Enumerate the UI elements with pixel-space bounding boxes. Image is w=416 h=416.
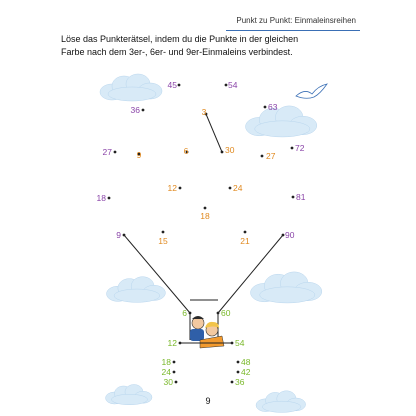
dot-point xyxy=(264,106,267,109)
dot-label: 42 xyxy=(241,367,251,377)
dot-violet-72 xyxy=(291,143,305,153)
dot-label: 45 xyxy=(167,80,177,90)
line-3-to-30 xyxy=(206,114,222,152)
dot-label: 3 xyxy=(201,107,207,117)
dot-point xyxy=(175,381,178,384)
dot-label: 12 xyxy=(167,183,177,193)
dot-label: 24 xyxy=(233,183,243,193)
dot-orange-27 xyxy=(261,151,276,161)
cloud-top-left xyxy=(100,74,162,101)
balloon-basket-illustration xyxy=(180,316,232,348)
dot-label: 18 xyxy=(200,211,210,221)
bird-illustration xyxy=(296,84,327,98)
dot-point xyxy=(282,234,285,237)
dot-orange-30 xyxy=(221,145,235,155)
dot-point xyxy=(217,312,220,315)
dot-green-48 xyxy=(237,357,251,367)
dot-point xyxy=(292,196,295,199)
dot-orange-21 xyxy=(240,231,250,246)
dot-point xyxy=(231,381,234,384)
dot-point xyxy=(189,312,192,315)
dot-green-30 xyxy=(164,377,178,387)
dot-label: 30 xyxy=(163,377,173,387)
connector-lines xyxy=(124,114,283,340)
dot-label: 54 xyxy=(235,338,245,348)
dot-point xyxy=(244,231,247,234)
dot-label: 12 xyxy=(167,338,177,348)
dot-label: 15 xyxy=(158,236,168,246)
dot-label: 54 xyxy=(228,80,238,90)
dot-orange-24 xyxy=(229,183,243,193)
dot-violet-27 xyxy=(103,147,117,157)
dot-point xyxy=(108,197,111,200)
dot-point xyxy=(123,234,126,237)
dot-point xyxy=(237,361,240,364)
dot-label: 9 xyxy=(136,150,142,160)
dot-label: 21 xyxy=(240,236,250,246)
dot-green-54 xyxy=(231,338,245,348)
dot-point xyxy=(142,109,145,112)
dot-green-36 xyxy=(231,377,245,387)
dot-point xyxy=(229,187,232,190)
dot-violet-81 xyxy=(292,192,306,202)
dot-label: 6 xyxy=(183,146,189,156)
dot-label: 18 xyxy=(161,357,171,367)
dot-green-12 xyxy=(168,338,182,348)
dot-violet-90 xyxy=(282,230,295,240)
dot-orange-9 xyxy=(137,150,142,160)
dot-orange-15 xyxy=(158,231,168,246)
dot-label: 18 xyxy=(96,193,106,203)
dot-point xyxy=(204,207,207,210)
dot-point xyxy=(114,151,117,154)
dot-label: 90 xyxy=(285,230,295,240)
dot-label: 24 xyxy=(161,367,171,377)
instruction-line-2: Farbe nach dem 3er-, 6er- und 9er-Einmaleins verbindest. xyxy=(61,47,293,57)
dot-violet-45 xyxy=(168,80,181,90)
dot-point xyxy=(261,155,264,158)
dot-violet-9 xyxy=(116,230,125,240)
dot-label: 30 xyxy=(225,145,235,155)
dot-label: 9 xyxy=(116,230,121,240)
dot-point xyxy=(173,371,176,374)
dot-point xyxy=(178,84,181,87)
dot-point xyxy=(221,151,224,154)
dot-point xyxy=(162,231,165,234)
dot-label: 81 xyxy=(296,192,306,202)
dot-label: 72 xyxy=(295,143,305,153)
dot-point xyxy=(291,147,294,150)
cloud-right-lower xyxy=(250,272,321,303)
dot-label: 6 xyxy=(182,308,187,318)
cloud-right-upper xyxy=(245,106,316,137)
dot-label: 60 xyxy=(221,308,231,318)
cloud-left-lower xyxy=(107,277,166,303)
dot-label: 48 xyxy=(241,357,251,367)
header-title: Punkt zu Punkt: Einmaleinsreihen xyxy=(236,16,356,25)
dot-label: 27 xyxy=(266,151,276,161)
dot-point xyxy=(225,84,228,87)
dot-green-60 xyxy=(217,308,231,318)
dot-violet-18 xyxy=(97,193,111,203)
dot-green-42 xyxy=(237,367,251,377)
dot-green-18 xyxy=(162,357,176,367)
dot-orange-18 xyxy=(200,207,210,221)
dot-point xyxy=(231,342,234,345)
dot-label: 36 xyxy=(235,377,245,387)
dot-point xyxy=(179,342,182,345)
dot-green-24 xyxy=(162,367,176,377)
page-number: 9 xyxy=(205,396,211,406)
dot-orange-6 xyxy=(184,146,189,156)
dot-violet-54 xyxy=(225,80,238,90)
dot-point xyxy=(237,371,240,374)
dot-orange-12 xyxy=(168,183,182,193)
dot-label: 63 xyxy=(268,102,278,112)
dot-point xyxy=(173,361,176,364)
dot-point xyxy=(179,187,182,190)
instruction-line-1: Löse das Punkterätsel, indem du die Punkte in der gleichen xyxy=(61,34,299,44)
dot-label: 36 xyxy=(130,105,140,115)
dot-violet-36 xyxy=(131,105,145,115)
dot-label: 27 xyxy=(102,147,112,157)
